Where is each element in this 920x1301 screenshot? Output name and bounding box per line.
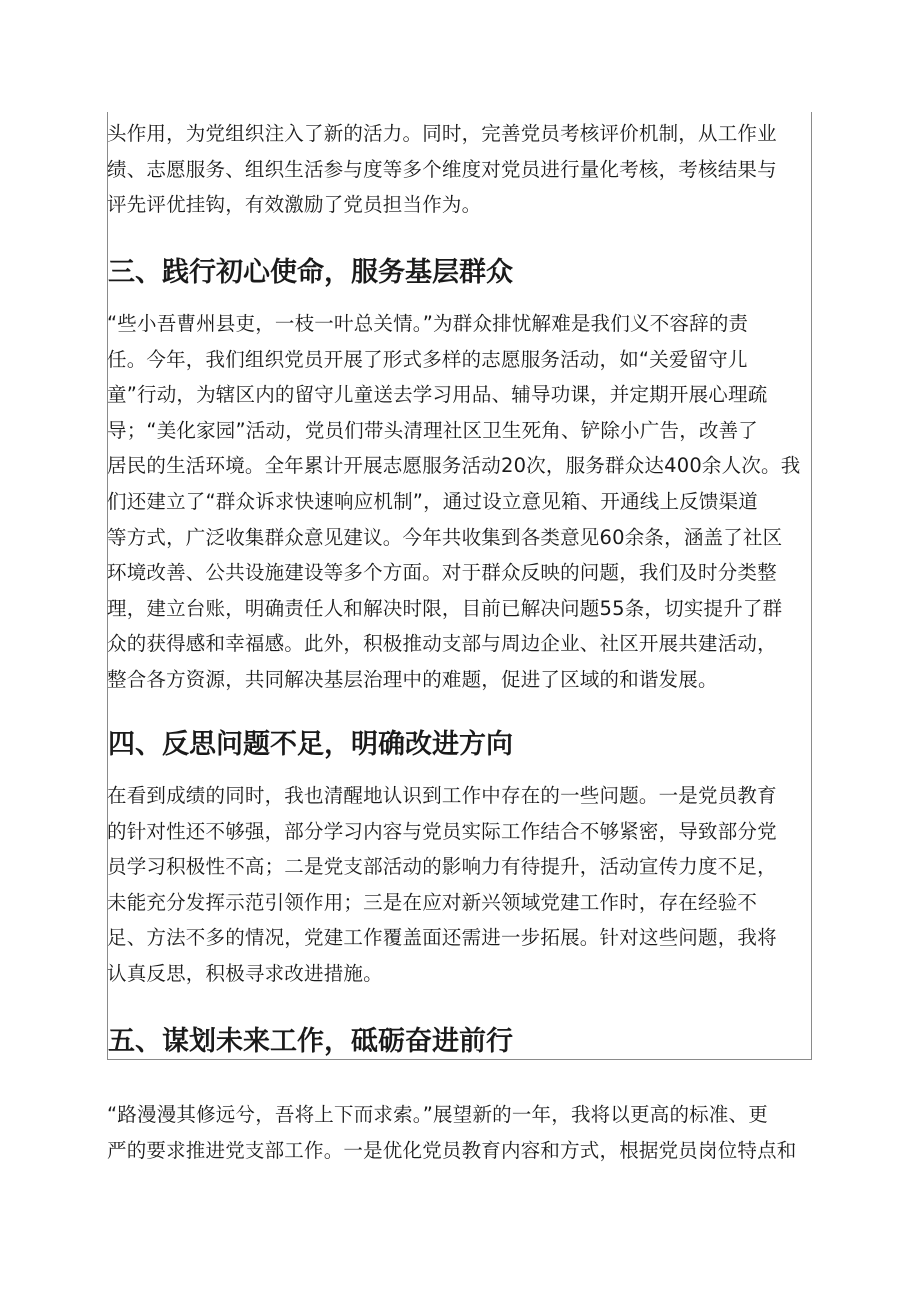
paragraph-section-5: “路漫漫其修远兮，吾将上下而求索。”展望新的一年，我将以更高的标准、更 严的要求推进党支部工作。一是优化党员教育内容和方式，根据党员岗位特点和 bbox=[107, 1103, 797, 1162]
paragraph-section-4: 在看到成绩的同时，我也清醒地认识到工作中存在的一些问题。一是党员教育 的针对性还不够强，部分学习内容与党员实际工作结合不够紧密，导致部分党 员学习积极性不高；二是党支部活动的影响力有待提升，活动宣传力度不足， 未能充分发挥示范引领作用；三是在应对新兴领域党建工作时，存在经验不 足、方法不多的情况，党建工作覆盖面还需进一步拓展。针对这些问题，我将 认真反思，积极寻求改进措施。 bbox=[107, 784, 777, 985]
paragraph-section-3: “些小吾曹州县吏，一枝一叶总关情。”为群众排忧解难是我们义不容辞的责 任。今年，我们组织党员开展了形式多样的志愿服务活动，如“关爱留守儿 童”行动，为辖区内的留守儿童送去学习用品、辅导功课，并定期开展心理疏 导；“美化家园”活动，党员们带头清理社区卫生死角、铲除小广告，改善了 居民的生活环境。全年累计开展志愿服务活动20次，服务群众达400余人次。我 们还建立了“群众诉求快速响应机制”，通过设立意见箱、开通线上反馈渠道 等方式，广泛收集群众意见建议。今年共收集到各类意见60余条，涵盖了社区 环境改善、公共设施建设等多个方面。对于群众反映的问题，我们及时分类整 理，建立台账，明确责任人和解决时限，目前已解决问题55条，切实提升了群 众的获得感和幸福感。此外，积极推动支部与周边企业、社区开展共建活动， 整合各方资源，共同解决基层治理中的难题，促进了区域的和谐发展。 bbox=[107, 312, 801, 691]
section-heading-4: 四、反思问题不足，明确改进方向 bbox=[108, 729, 513, 760]
section-heading-3: 三、践行初心使命，服务基层群众 bbox=[108, 257, 513, 288]
section-heading-5: 五、谋划未来工作，砥砺奋进前行 bbox=[108, 1026, 513, 1057]
paragraph-continuation: 头作用，为党组织注入了新的活力。同时，完善党员考核评价机制，从工作业 绩、志愿服务、组织生活参与度等多个维度对党员进行量化考核，考核结果与 评先评优挂钩，有效激励了党员担当作为。 bbox=[107, 122, 777, 217]
